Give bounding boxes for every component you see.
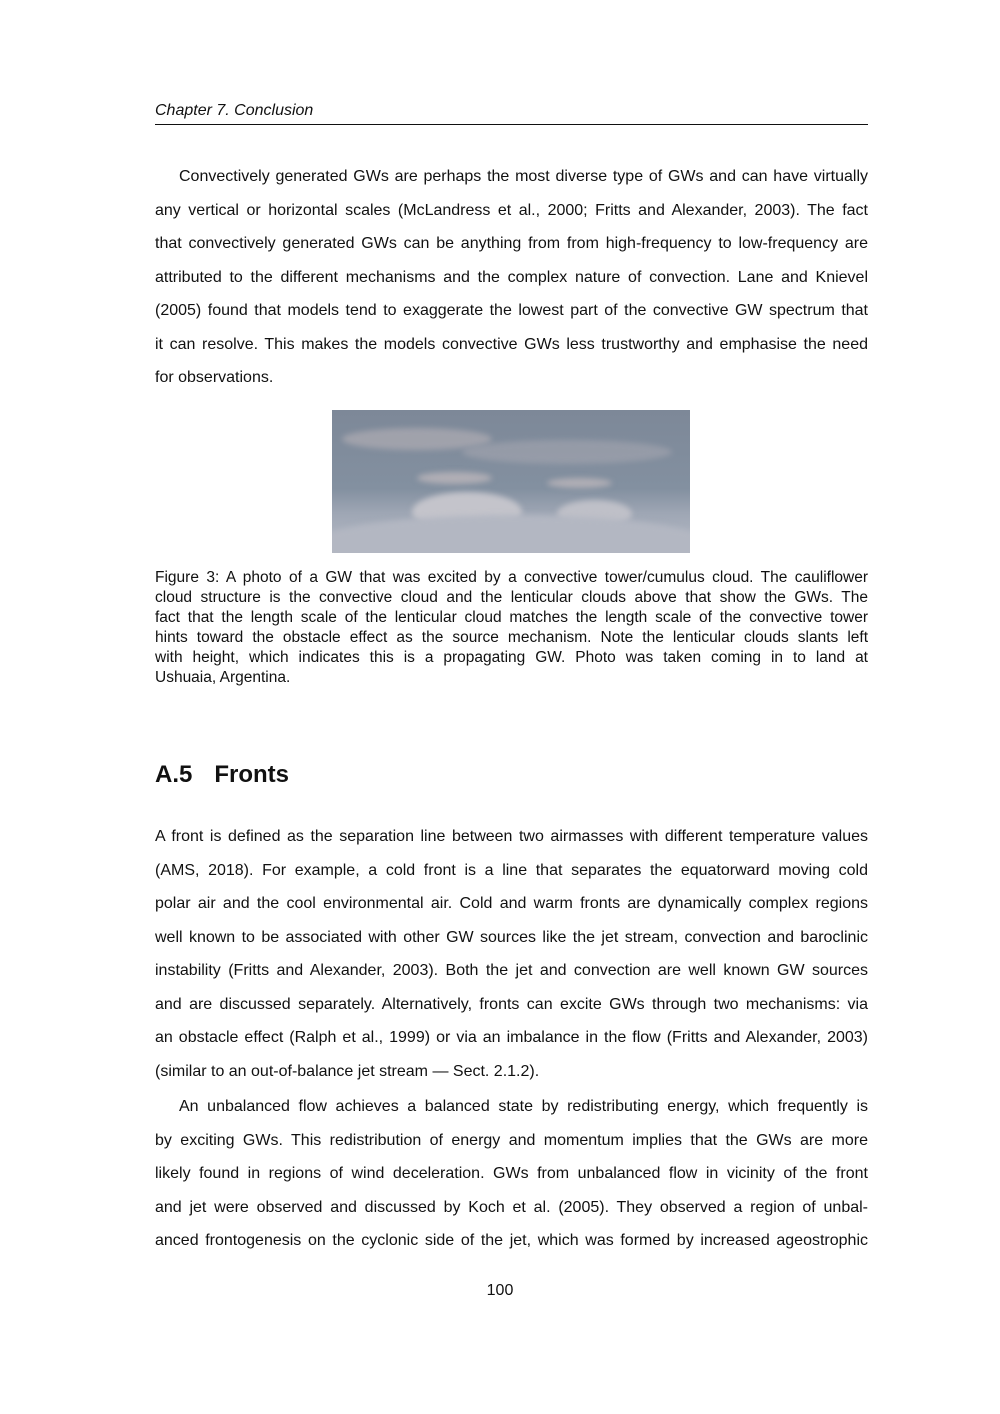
text-line: an obstacle effect (Ralph et al., 1999) or via an imbalance in the flow (Fritts and Alexander, 2003) xyxy=(155,1029,868,1046)
text-line: and are discussed separately. Alternatively, fronts can excite GWs through two mechanisms: via xyxy=(155,996,868,1013)
text-line: by exciting GWs. This redistribution of energy and momentum implies that the GWs are more xyxy=(155,1132,868,1149)
header-rule xyxy=(155,124,868,125)
cloud-photo xyxy=(332,410,690,553)
text-line: attributed to the different mechanisms and the complex nature of convection. Lane and Knievel xyxy=(155,269,868,286)
text-line: (AMS, 2018). For example, a cold front is a line that separates the equatorward moving cold xyxy=(155,862,868,879)
text-line: instability (Fritts and Alexander, 2003). Both the jet and convection are well known GW sources xyxy=(155,962,868,979)
caption-line: fact that the length scale of the lenticular cloud matches the length scale of the convective tower xyxy=(155,609,868,626)
section-title: Fronts xyxy=(214,761,290,788)
text-line: polar air and the cool environmental air. Cold and warm fronts are dynamically complex regions xyxy=(155,895,868,912)
text-line: any vertical or horizontal scales (McLandress et al., 2000; Fritts and Alexander, 2003). The fact xyxy=(155,202,868,219)
text-line: likely found in regions of wind deceleration. GWs from unbalanced flow in vicinity of the front xyxy=(155,1165,868,1182)
running-header: Chapter 7. Conclusion xyxy=(155,102,314,119)
section-number: A.5 xyxy=(155,761,193,788)
text-line: (2005) found that models tend to exaggerate the lowest part of the convective GW spectrum that xyxy=(155,302,868,319)
text-line: and jet were observed and discussed by Koch et al. (2005). They observed a region of unbal- xyxy=(155,1199,868,1216)
text-line: An unbalanced flow achieves a balanced state by redistributing energy, which frequently is xyxy=(179,1098,868,1115)
caption-line: Ushuaia, Argentina. xyxy=(155,669,291,686)
page-number: 100 xyxy=(486,1282,514,1299)
text-line: Convectively generated GWs are perhaps the most diverse type of GWs and can have virtually xyxy=(179,168,868,185)
section-heading xyxy=(155,761,311,789)
text-line: that convectively generated GWs can be anything from from high-frequency to low-frequency are xyxy=(155,235,868,252)
text-line: for observations. xyxy=(155,369,274,386)
caption-line: Figure 3: A photo of a GW that was excited by a convective tower/cumulus cloud. The cauliflower xyxy=(155,569,868,586)
text-line: A front is defined as the separation line between two airmasses with different temperature values xyxy=(155,828,868,845)
text-line: anced frontogenesis on the cyclonic side of the jet, which was formed by increased ageostrophic xyxy=(155,1232,868,1249)
caption-line: with height, which indicates this is a propagating GW. Photo was taken coming in to land at xyxy=(155,649,868,666)
caption-line: hints toward the obstacle effect as the source mechanism. Note the lenticular clouds slants left xyxy=(155,629,868,646)
text-line: well known to be associated with other GW sources like the jet stream, convection and baroclinic xyxy=(155,929,868,946)
text-line: it can resolve. This makes the models convective GWs less trustworthy and emphasise the need xyxy=(155,336,868,353)
text-line: (similar to an out-of-balance jet stream — Sect. 2.1.2). xyxy=(155,1063,540,1080)
caption-line: cloud structure is the convective cloud and the lenticular clouds above that show the GWs. The xyxy=(155,589,868,606)
